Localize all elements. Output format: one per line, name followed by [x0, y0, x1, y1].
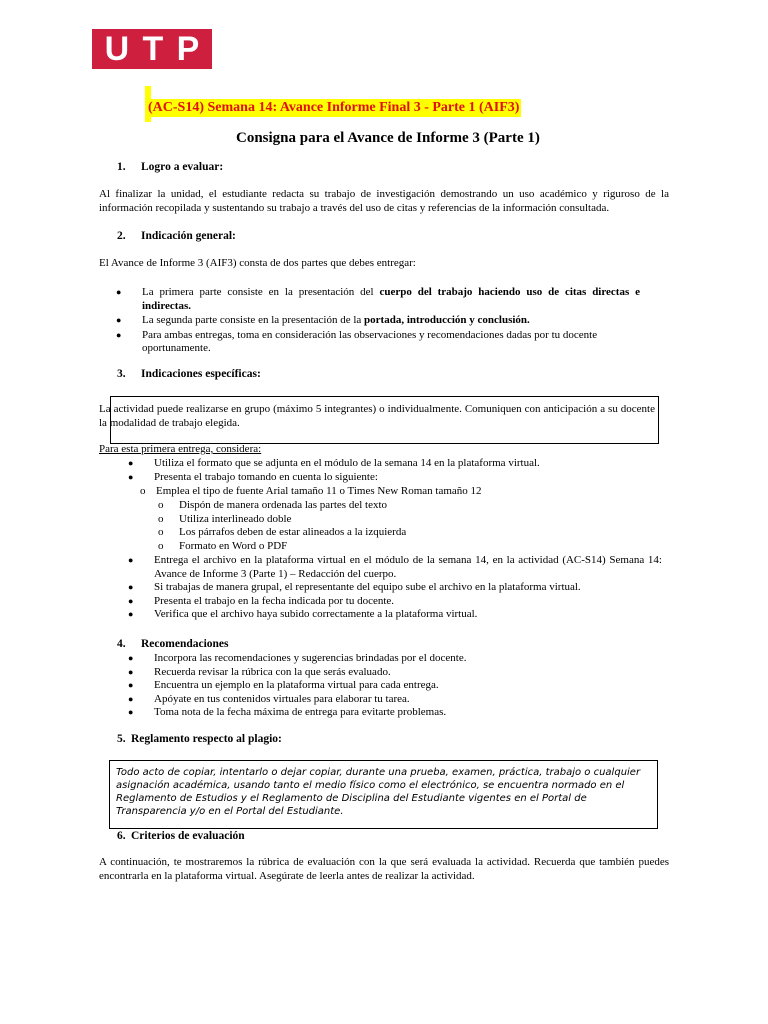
section-4-heading: [117, 638, 229, 652]
list-item: [116, 286, 640, 313]
item-text: Apóyate en tus contenidos virtuales para elaborar tu tarea.: [154, 692, 410, 705]
section-number: 1.: [117, 161, 126, 173]
circle-bullet-icon: o: [158, 526, 164, 538]
sub-sub-list: [158, 499, 638, 553]
bullet-icon: ●: [116, 287, 122, 297]
list-item: [128, 666, 662, 680]
activity-note-text: La actividad puede realizarse en grupo (máximo 5 integrantes) o individualmente. Comuniquen con anticipación a su docente la modalidad de trabajo elegida.: [99, 403, 655, 429]
list-item: [128, 471, 668, 485]
section-title: Reglamento respecto al plagio:: [131, 733, 282, 745]
section-6-text: A continuación, te mostraremos la rúbrica de evaluación con la que será evaluada la actividad. Recuerda que también puedes encontrarla en la plataforma virtual. Asegúrate de leerla antes de realizar la actividad.: [99, 856, 669, 882]
item-text: Utiliza interlineado doble: [179, 512, 292, 525]
circle-bullet-icon: o: [158, 539, 164, 552]
list-item: [116, 329, 640, 356]
item-text: Verifica que el archivo haya subido correctamente a la plataforma virtual.: [154, 608, 478, 620]
item-text: Recuerda revisar la rúbrica con la que serás evaluado.: [154, 665, 391, 678]
list-item: [128, 554, 662, 581]
sub-list-item: [158, 526, 638, 540]
item-bold-text: cuerpo del trabajo haciendo uso de citas directas e indirectas.: [142, 286, 640, 312]
item-text: La primera parte consiste en la presentación del: [142, 286, 380, 298]
logo-letter-t: T: [142, 30, 164, 68]
circle-bullet-icon: o: [158, 499, 164, 511]
bullet-icon: ●: [128, 555, 134, 565]
section-title: Indicaciones específicas:: [141, 368, 261, 380]
section-number: 3.: [117, 368, 126, 380]
section-title: Recomendaciones: [141, 638, 229, 650]
list-item: [128, 608, 662, 622]
utp-logo: [92, 29, 212, 69]
plagiarism-text: Todo acto de copiar, intentarlo o dejar copiar, durante una prueba, examen, práctica, trabajo o cualquier asignación académica, usando tanto el medio físico como el electrónico, se encuentra normado en el Reglamento de Estudios y el Reglamento de Disciplina del Estudiante vigentes en el Portal de Transparencia y/o en el Portal del Estudiante.: [116, 767, 641, 817]
list-item: [128, 693, 662, 707]
list-item: [128, 595, 662, 609]
section-2-list: [116, 286, 640, 356]
bullet-icon: ●: [128, 582, 134, 592]
bullet-icon: ●: [128, 653, 134, 663]
section-number: 5.: [117, 733, 126, 745]
section-title: Logro a evaluar:: [141, 161, 224, 173]
item-text: Formato en Word o PDF: [179, 539, 288, 552]
sub-list-item: [140, 485, 660, 499]
section-3-lead: Para esta primera entrega, considera:: [99, 443, 262, 455]
item-text: Dispón de manera ordenada las partes del texto: [179, 499, 388, 511]
section-2-heading: [117, 230, 236, 244]
section-1-text: [99, 188, 669, 215]
section-number: 6.: [117, 830, 126, 842]
bullet-icon: ●: [128, 609, 134, 619]
bullet-icon: ●: [116, 315, 122, 325]
bullet-icon: ●: [128, 666, 134, 677]
sub-list-item: [158, 513, 638, 527]
section-title: Criterios de evaluación: [131, 830, 245, 842]
section-title: Indicación general:: [141, 230, 236, 242]
list-item: [116, 314, 640, 328]
section-3-list-continued: [128, 554, 662, 622]
logo-letter-u: U: [104, 30, 130, 68]
list-item: [128, 581, 662, 595]
list-item: [128, 679, 662, 693]
section-2-text: El Avance de Informe 3 (AIF3) consta de dos partes que debes entregar:: [99, 257, 416, 269]
bullet-icon: ●: [128, 471, 134, 482]
document-title: (AC-S14) Semana 14: Avance Informe Final 3 - Parte 1 (AIF3): [148, 100, 520, 115]
item-text: Incorpora las recomendaciones y sugerencias brindadas por el docente.: [154, 652, 467, 664]
item-text: Emplea el tipo de fuente Arial tamaño 11 o Times New Roman tamaño 12: [156, 485, 482, 497]
section-3-heading: [117, 368, 261, 382]
sub-list-item: [158, 540, 638, 554]
section-number: 2.: [117, 230, 126, 242]
item-text: Presenta el trabajo tomando en cuenta lo siguiente:: [154, 470, 378, 483]
circle-bullet-icon: o: [140, 485, 146, 497]
list-item: [128, 652, 662, 666]
bullet-icon: ●: [128, 680, 134, 690]
item-text: Entrega el archivo en la plataforma virtual en el módulo de la semana 14, en la actividad (AC-S14) Semana 14: Avance de Informe 3 (Parte 1) – Redacción del cuerpo.: [154, 554, 662, 580]
item-text: Toma nota de la fecha máxima de entrega para evitarte problemas.: [154, 706, 447, 718]
item-text: Encuentra un ejemplo en la plataforma virtual para cada entrega.: [154, 679, 439, 691]
item-text: Presenta el trabajo en la fecha indicada por tu docente.: [154, 594, 395, 607]
list-item: [128, 706, 662, 720]
bullet-icon: ●: [128, 707, 134, 717]
section-4-list: [128, 652, 662, 720]
paragraph-text: Al finalizar la unidad, el estudiante redacta su trabajo de investigación demostrando un uso académico y riguroso de la información recopilada y sustentando su trabajo a través del uso de citas y referencias de la información consultada.: [99, 188, 669, 214]
section-5-heading: [117, 733, 282, 747]
section-3-list: [128, 457, 668, 484]
document-subtitle: Consigna para el Avance de Informe 3 (Parte 1): [236, 130, 540, 146]
bullet-icon: ●: [116, 329, 122, 340]
bullet-icon: ●: [128, 693, 134, 704]
item-text: La segunda parte consiste en la presentación de la: [142, 314, 365, 326]
list-item: [128, 457, 668, 471]
item-text: Para ambas entregas, toma en consideración las observaciones y recomendaciones dadas por tu docente oportunamente.: [142, 328, 598, 354]
circle-bullet-icon: o: [158, 512, 164, 525]
item-text: Los párrafos deben de estar alineados a la izquierda: [179, 526, 407, 538]
section-number: 4.: [117, 638, 126, 650]
section-6-heading: [117, 830, 245, 844]
logo-letter-p: P: [176, 30, 200, 68]
item-text: Utiliza el formato que se adjunta en el módulo de la semana 14 en la plataforma virtual.: [154, 457, 540, 469]
item-text: Si trabajas de manera grupal, el representante del equipo sube el archivo en la plataforma virtual.: [154, 581, 581, 593]
section-1-heading: [117, 161, 223, 175]
sub-list-item: [158, 499, 638, 513]
item-bold-text: portada, introducción y conclusión.: [364, 314, 530, 326]
bullet-icon: ●: [128, 595, 134, 606]
bullet-icon: ●: [128, 458, 134, 468]
sub-list: [140, 485, 660, 499]
